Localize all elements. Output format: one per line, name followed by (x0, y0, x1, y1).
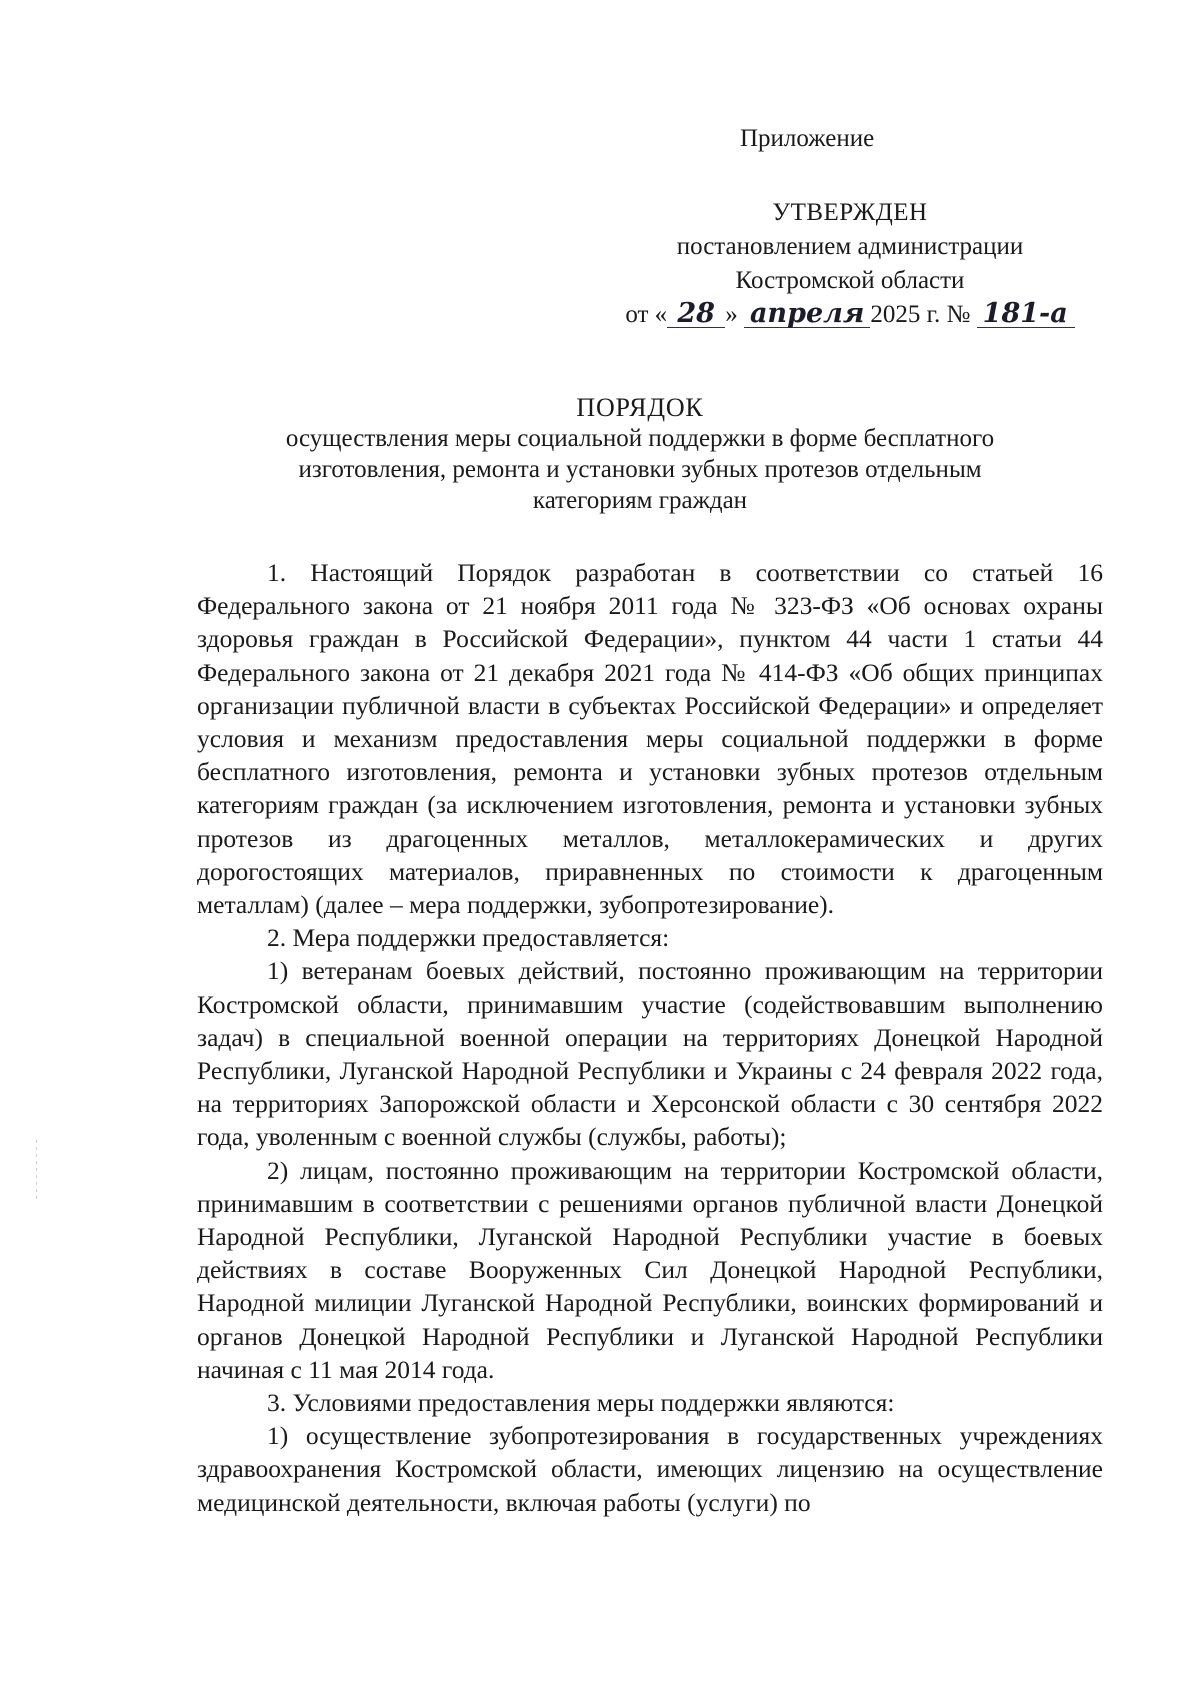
document-number-handwritten: 181-а (977, 301, 1075, 328)
paragraph-1: 1. Настоящий Порядок разработан в соответствии со статьей 16 Федерального закона от 21 ноября 2011 года № 323-ФЗ «Об основах охраны здоровья граждан в Российской Федерации», пунктом 44 части 1 статьи 44 Федерального закона от 21 декабря 2021 года № 414-ФЗ «Об общих принципах организации публичной власти в субъектах Российской Федерации» и определяет условия и механизм предоставления меры социальной поддержки в форме бесплатного изготовления, ремонта и установки зубных протезов отдельным категориям граждан (за исключением изготовления, ремонта и установки зубных протезов из драгоценных металлов, металлокерамических и других дорогостоящих материалов, приравненных по стоимости к драгоценным металлам) (далее – мера поддержки, зубопротезирование). (197, 558, 1103, 920)
approved-line-1: постановлением администрации (676, 233, 1024, 260)
approved-title: УТВЕРЖДЕН (772, 199, 928, 226)
document-title (190, 392, 1090, 516)
approved-line-2: Костромской области (735, 267, 965, 294)
date-month-handwritten: апреля (744, 301, 870, 328)
paragraph-2-item-1: 1) ветеранам боевых действий, постоянно проживающим на территории Костромской области, принимавшим участие (содействовавшим выполнению задач) в специальной военной операции на территориях Донецкой Народной Республики, Луганской Народной Республики и Украины с 24 февраля 2022 года, на территориях Запорожской области и Херсонской области с 30 сентября 2022 года, уволенным с военной службы (службы, работы); (197, 956, 1103, 1152)
date-day-handwritten: 28 (667, 301, 725, 328)
document-body (197, 556, 1103, 1519)
appendix-label: Приложение (740, 125, 875, 152)
date-prefix: от « (625, 301, 668, 328)
title-line-2: изготовления, ремонта и установки зубных протезов отдельным (298, 456, 982, 483)
paragraph-2: 2. Мера поддержки предоставляется: (267, 923, 670, 953)
title-main: ПОРЯДОК (576, 393, 704, 422)
paragraph-3: 3. Условиями предоставления меры поддержки являются: (267, 1388, 895, 1418)
approval-date-line (600, 298, 1100, 332)
paragraph-2-item-2: 2) лицам, постоянно проживающим на территории Костромской области, принимавшим в соответствии с решениями органов публичной власти Донецкой Народной Республики, Луганской Народной Республики участие в боевых действиях в составе Вооруженных Сил Донецкой Народной Республики, Народной милиции Луганской Народной Республики, воинских формирований и органов Донецкой Народной Республики и Луганской Народной Республики начиная с 11 мая 2014 года. (197, 1155, 1103, 1384)
approval-block (600, 196, 1100, 332)
date-mid: » (725, 301, 738, 328)
scan-margin-mark (36, 1140, 37, 1200)
title-line-1: осуществления меры социальной поддержки в форме бесплатного (285, 425, 995, 452)
title-line-3: категориям граждан (532, 487, 748, 514)
date-year: 2025 г. № (870, 301, 971, 328)
paragraph-3-item-1: 1) осуществление зубопротезирования в государственных учреждениях здравоохранения Костромской области, имеющих лицензию на осуществление медицинской деятельности, включая работы (услуги) по (197, 1421, 1103, 1517)
